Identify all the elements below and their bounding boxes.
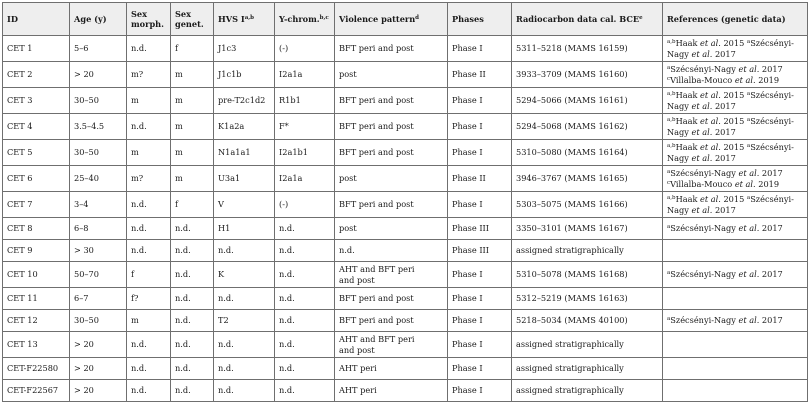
reference-text: et al. bbox=[734, 74, 756, 85]
cell-age: 6–7 bbox=[70, 288, 127, 310]
reference-footnote: a bbox=[667, 65, 671, 71]
cell-sex-morph: n.d. bbox=[127, 36, 171, 62]
reference-text: 2017 bbox=[759, 223, 783, 234]
cell-id: CET 9 bbox=[3, 240, 70, 262]
hvs-footnote: a,b bbox=[244, 14, 255, 21]
violence-line: BFT peri and post bbox=[339, 43, 414, 54]
cell-sex-morph: m? bbox=[127, 62, 171, 88]
reference-text: et al. bbox=[691, 126, 713, 137]
cell-violence bbox=[335, 166, 448, 192]
cell-hvs: H1 bbox=[214, 218, 275, 240]
reference-text: Szécsényi-Nagy bbox=[670, 269, 739, 280]
cell-sex-morph: f bbox=[127, 262, 171, 288]
cell-radiocarbon: 3946–3767 (MAMS 16165) bbox=[512, 166, 663, 192]
table-container bbox=[2, 2, 807, 402]
cell-violence bbox=[335, 62, 448, 88]
cell-hvs: J1c1b bbox=[214, 62, 275, 88]
cell-hvs: n.d. bbox=[214, 358, 275, 380]
cell-radiocarbon: assigned stratigraphically bbox=[512, 380, 663, 402]
cell-age: > 20 bbox=[70, 380, 127, 402]
cell-ychrom: (-) bbox=[275, 192, 335, 218]
cell-phase: Phase I bbox=[448, 288, 512, 310]
cell-radiocarbon: 5294–5066 (MAMS 16161) bbox=[512, 88, 663, 114]
reference-text: Szécsényi-Nagy bbox=[667, 90, 794, 111]
cell-age: 3–4 bbox=[70, 192, 127, 218]
reference-text: Szécsényi-Nagy bbox=[670, 168, 739, 178]
cell-ychrom: n.d. bbox=[275, 288, 335, 310]
cell-sex-genet: n.d. bbox=[171, 240, 214, 262]
cell-ychrom: n.d. bbox=[275, 262, 335, 288]
reference-text: et al. bbox=[738, 315, 760, 326]
col-header-radiocarbon bbox=[512, 3, 663, 36]
cell-ychrom: n.d. bbox=[275, 310, 335, 332]
cell-phase: Phase III bbox=[448, 240, 512, 262]
violence-line: post bbox=[339, 173, 357, 184]
cell-references bbox=[663, 36, 808, 62]
col-header-hvs bbox=[214, 3, 275, 36]
cell-phase: Phase I bbox=[448, 332, 512, 358]
table-row bbox=[3, 140, 808, 166]
cell-violence bbox=[335, 88, 448, 114]
cell-radiocarbon: 5311–5218 (MAMS 16159) bbox=[512, 36, 663, 62]
reference-text: et al. bbox=[700, 90, 721, 100]
cell-radiocarbon: assigned stratigraphically bbox=[512, 358, 663, 380]
reference-text: 2015 bbox=[720, 38, 747, 48]
cell-sex-morph: m bbox=[127, 140, 171, 166]
table-row bbox=[3, 192, 808, 218]
cell-sex-morph: n.d. bbox=[127, 114, 171, 140]
reference-text: 2017 bbox=[712, 48, 736, 59]
reference-footnote: a bbox=[667, 270, 671, 277]
ychrom-label: Y-chrom. bbox=[279, 13, 320, 24]
cell-sex-morph: m bbox=[127, 88, 171, 114]
cell-sex-genet: f bbox=[171, 36, 214, 62]
cell-hvs: n.d. bbox=[214, 240, 275, 262]
reference-text: et al. bbox=[700, 194, 721, 204]
reference-text: et al. bbox=[700, 38, 721, 48]
cell-id: CET-F22567 bbox=[3, 380, 70, 402]
cell-sex-morph: n.d. bbox=[127, 240, 171, 262]
violence-line: BFT peri and post bbox=[339, 293, 414, 304]
cell-sex-genet: n.d. bbox=[171, 332, 214, 358]
cell-sex-genet: m bbox=[171, 114, 214, 140]
reference-footnote: a bbox=[746, 195, 751, 201]
table-row bbox=[3, 380, 808, 402]
reference-footnote: a,b bbox=[667, 195, 676, 201]
table-row bbox=[3, 240, 808, 262]
cell-hvs: J1c3 bbox=[214, 36, 275, 62]
cell-sex-genet: f bbox=[171, 192, 214, 218]
cell-id: CET 10 bbox=[3, 262, 70, 288]
cell-references bbox=[663, 114, 808, 140]
radio-footnote: e bbox=[639, 14, 643, 21]
cell-id: CET 8 bbox=[3, 218, 70, 240]
cell-radiocarbon: 5310–5080 (MAMS 16164) bbox=[512, 140, 663, 166]
cell-phase: Phase I bbox=[448, 140, 512, 166]
reference-footnote: a bbox=[746, 117, 751, 123]
reference-text: et al. bbox=[700, 116, 721, 126]
cell-hvs: n.d. bbox=[214, 288, 275, 310]
cell-age: > 20 bbox=[70, 358, 127, 380]
cell-hvs: V bbox=[214, 192, 275, 218]
cell-sex-morph: m bbox=[127, 310, 171, 332]
reference-text: et al. bbox=[691, 48, 713, 59]
reference-text: Szécsényi-Nagy bbox=[667, 38, 794, 59]
cell-radiocarbon: 5312–5219 (MAMS 16163) bbox=[512, 288, 663, 310]
reference-text: Haak bbox=[675, 90, 701, 100]
reference-line bbox=[667, 315, 804, 326]
reference-text: 2015 bbox=[720, 142, 747, 152]
violence-line: BFT peri and post bbox=[339, 121, 414, 132]
reference-footnote: a,b bbox=[667, 91, 676, 97]
cell-hvs: K bbox=[214, 262, 275, 288]
cell-phase: Phase I bbox=[448, 358, 512, 380]
cell-radiocarbon: 3933–3709 (MAMS 16160) bbox=[512, 62, 663, 88]
reference-text: Haak bbox=[675, 194, 701, 204]
reference-text: et al. bbox=[738, 269, 760, 280]
cell-id: CET 5 bbox=[3, 140, 70, 166]
cell-ychrom: n.d. bbox=[275, 380, 335, 402]
cell-ychrom: I2a1b1 bbox=[275, 140, 335, 166]
cell-violence bbox=[335, 380, 448, 402]
cell-ychrom: R1b1 bbox=[275, 88, 335, 114]
col-header-ychrom bbox=[275, 3, 335, 36]
cell-radiocarbon: 3350–3101 (MAMS 16167) bbox=[512, 218, 663, 240]
reference-text: 2017 bbox=[712, 204, 736, 215]
reference-footnote: a bbox=[746, 91, 751, 97]
reference-line bbox=[667, 116, 804, 137]
cell-radiocarbon: 5218–5034 (MAMS 40100) bbox=[512, 310, 663, 332]
violence-line: post bbox=[339, 223, 357, 234]
cell-references bbox=[663, 218, 808, 240]
header-row bbox=[3, 3, 808, 36]
table-row bbox=[3, 114, 808, 140]
col-header-age: Age (y) bbox=[70, 3, 127, 36]
reference-text: 2017 bbox=[759, 64, 783, 74]
cell-hvs: T2 bbox=[214, 310, 275, 332]
cell-sex-genet: m bbox=[171, 166, 214, 192]
cell-sex-genet: m bbox=[171, 140, 214, 166]
cell-sex-genet: m bbox=[171, 88, 214, 114]
reference-footnote: a bbox=[746, 39, 751, 45]
reference-line bbox=[667, 179, 804, 190]
cell-references bbox=[663, 62, 808, 88]
cell-references bbox=[663, 262, 808, 288]
cell-sex-genet: n.d. bbox=[171, 218, 214, 240]
cell-references bbox=[663, 140, 808, 166]
reference-footnote: a,b bbox=[667, 39, 676, 45]
table-row bbox=[3, 36, 808, 62]
reference-footnote: a,b bbox=[667, 143, 676, 149]
reference-line bbox=[667, 194, 804, 215]
cell-age: > 20 bbox=[70, 332, 127, 358]
table-row bbox=[3, 166, 808, 192]
cell-references bbox=[663, 358, 808, 380]
reference-text: Haak bbox=[675, 116, 701, 126]
cell-id: CET 13 bbox=[3, 332, 70, 358]
hvs-label: HVS I bbox=[218, 13, 245, 24]
reference-text: 2015 bbox=[720, 116, 747, 126]
cell-id: CET 1 bbox=[3, 36, 70, 62]
reference-footnote: a bbox=[667, 224, 671, 231]
reference-text: 2017 bbox=[712, 100, 736, 111]
cell-phase: Phase I bbox=[448, 262, 512, 288]
reference-text: et al. bbox=[738, 64, 760, 74]
cell-sex-morph: f? bbox=[127, 288, 171, 310]
reference-footnote: a bbox=[667, 316, 671, 323]
cell-sex-morph: n.d. bbox=[127, 358, 171, 380]
col-header-id: ID bbox=[3, 3, 70, 36]
cell-age: 30–50 bbox=[70, 140, 127, 166]
cell-violence bbox=[335, 140, 448, 166]
cell-hvs: n.d. bbox=[214, 380, 275, 402]
cell-ychrom: I2a1a bbox=[275, 62, 335, 88]
reference-text: 2015 bbox=[720, 90, 747, 100]
table-row bbox=[3, 288, 808, 310]
cell-violence bbox=[335, 288, 448, 310]
cell-sex-genet: n.d. bbox=[171, 310, 214, 332]
table-row bbox=[3, 358, 808, 380]
reference-line bbox=[667, 142, 804, 163]
table-row bbox=[3, 310, 808, 332]
cell-references bbox=[663, 332, 808, 358]
cell-hvs: pre-T2c1d2 bbox=[214, 88, 275, 114]
cell-references bbox=[663, 310, 808, 332]
reference-text: et al. bbox=[738, 223, 760, 234]
cell-ychrom: I2a1a bbox=[275, 166, 335, 192]
cell-ychrom: n.d. bbox=[275, 358, 335, 380]
reference-text: 2017 bbox=[759, 269, 783, 280]
reference-text: 2019 bbox=[755, 178, 780, 189]
cell-violence bbox=[335, 192, 448, 218]
data-table bbox=[2, 2, 808, 402]
cell-sex-morph: n.d. bbox=[127, 192, 171, 218]
col-header-phases: Phases bbox=[448, 3, 512, 36]
cell-id: CET 3 bbox=[3, 88, 70, 114]
cell-id: CET 6 bbox=[3, 166, 70, 192]
cell-violence bbox=[335, 218, 448, 240]
reference-text: Haak bbox=[675, 142, 701, 152]
cell-age: 25–40 bbox=[70, 166, 127, 192]
cell-ychrom: F* bbox=[275, 114, 335, 140]
violence-line: AHT peri bbox=[339, 385, 377, 396]
reference-text: et al. bbox=[691, 100, 713, 111]
cell-violence bbox=[335, 240, 448, 262]
table-row bbox=[3, 218, 808, 240]
reference-footnote: c bbox=[667, 179, 671, 186]
violence-line: BFT peri and post bbox=[339, 199, 414, 210]
reference-line bbox=[667, 223, 804, 234]
reference-text: et al. bbox=[738, 168, 760, 178]
cell-id: CET 12 bbox=[3, 310, 70, 332]
reference-line bbox=[667, 168, 804, 179]
reference-text: Szécsényi-Nagy bbox=[670, 223, 739, 234]
cell-age: 3.5–4.5 bbox=[70, 114, 127, 140]
reference-text: Villalba-Mouco bbox=[670, 178, 735, 189]
table-row bbox=[3, 332, 808, 358]
cell-phase: Phase I bbox=[448, 36, 512, 62]
cell-hvs: N1a1a1 bbox=[214, 140, 275, 166]
cell-phase: Phase I bbox=[448, 192, 512, 218]
cell-phase: Phase III bbox=[448, 218, 512, 240]
col-header-sex-morph: Sex morph. bbox=[127, 3, 171, 36]
violence-line: BFT peri and post bbox=[339, 147, 414, 158]
cell-radiocarbon: 5294–5068 (MAMS 16162) bbox=[512, 114, 663, 140]
cell-id: CET-F22580 bbox=[3, 358, 70, 380]
violence-line: AHT peri bbox=[339, 363, 377, 374]
cell-hvs: U3a1 bbox=[214, 166, 275, 192]
reference-text: Szécsényi-Nagy bbox=[670, 315, 739, 326]
cell-radiocarbon: 5303–5075 (MAMS 16166) bbox=[512, 192, 663, 218]
reference-text: et al. bbox=[691, 204, 713, 215]
cell-sex-genet: n.d. bbox=[171, 380, 214, 402]
cell-ychrom: n.d. bbox=[275, 332, 335, 358]
cell-sex-genet: n.d. bbox=[171, 358, 214, 380]
cell-radiocarbon: assigned stratigraphically bbox=[512, 332, 663, 358]
reference-line bbox=[667, 75, 804, 86]
violence-line: and post bbox=[339, 344, 375, 355]
cell-violence bbox=[335, 262, 448, 288]
reference-text: Villalba-Mouco bbox=[670, 74, 735, 85]
cell-sex-morph: n.d. bbox=[127, 332, 171, 358]
cell-age: 30–50 bbox=[70, 310, 127, 332]
violence-label: Violence pattern bbox=[339, 13, 416, 24]
cell-violence bbox=[335, 310, 448, 332]
cell-phase: Phase I bbox=[448, 114, 512, 140]
violence-line: BFT peri and post bbox=[339, 315, 414, 326]
cell-references bbox=[663, 166, 808, 192]
reference-text: Szécsényi-Nagy bbox=[667, 142, 794, 163]
cell-references bbox=[663, 288, 808, 310]
reference-text: et al. bbox=[734, 178, 756, 189]
reference-text: 2019 bbox=[755, 74, 780, 85]
cell-violence bbox=[335, 332, 448, 358]
cell-sex-morph: m? bbox=[127, 166, 171, 192]
cell-age: 6–8 bbox=[70, 218, 127, 240]
reference-text: et al. bbox=[691, 152, 713, 163]
reference-text: Haak bbox=[675, 38, 701, 48]
violence-line: AHT and BFT peri bbox=[339, 264, 415, 274]
reference-line bbox=[667, 64, 804, 75]
cell-sex-genet: n.d. bbox=[171, 288, 214, 310]
col-header-references: References (genetic data) bbox=[663, 3, 808, 36]
violence-line: and post bbox=[339, 274, 375, 285]
reference-text: 2015 bbox=[720, 194, 747, 204]
cell-ychrom: n.d. bbox=[275, 240, 335, 262]
cell-sex-morph: n.d. bbox=[127, 380, 171, 402]
reference-line bbox=[667, 90, 804, 111]
cell-sex-genet: m bbox=[171, 62, 214, 88]
reference-text: 2017 bbox=[759, 315, 783, 326]
reference-text: Szécsényi-Nagy bbox=[667, 116, 794, 137]
cell-sex-morph: n.d. bbox=[127, 218, 171, 240]
col-header-violence bbox=[335, 3, 448, 36]
radio-label: Radiocarbon data cal. BCE bbox=[516, 13, 640, 24]
cell-sex-genet: n.d. bbox=[171, 262, 214, 288]
reference-footnote: a bbox=[746, 143, 751, 149]
cell-violence bbox=[335, 358, 448, 380]
cell-phase: Phase II bbox=[448, 62, 512, 88]
cell-hvs: K1a2a bbox=[214, 114, 275, 140]
cell-references bbox=[663, 240, 808, 262]
table-body bbox=[3, 36, 808, 402]
cell-age: 30–50 bbox=[70, 88, 127, 114]
cell-id: CET 7 bbox=[3, 192, 70, 218]
cell-ychrom: (-) bbox=[275, 36, 335, 62]
cell-radiocarbon: 5310–5078 (MAMS 16168) bbox=[512, 262, 663, 288]
cell-radiocarbon: assigned stratigraphically bbox=[512, 240, 663, 262]
cell-hvs: n.d. bbox=[214, 332, 275, 358]
cell-age: 5–6 bbox=[70, 36, 127, 62]
cell-references bbox=[663, 88, 808, 114]
cell-violence bbox=[335, 114, 448, 140]
cell-phase: Phase I bbox=[448, 380, 512, 402]
cell-phase: Phase I bbox=[448, 88, 512, 114]
reference-text: Szécsényi-Nagy bbox=[667, 194, 794, 215]
violence-line: n.d. bbox=[339, 245, 355, 256]
table-row bbox=[3, 88, 808, 114]
cell-references bbox=[663, 380, 808, 402]
cell-references bbox=[663, 192, 808, 218]
cell-age: > 20 bbox=[70, 62, 127, 88]
cell-violence bbox=[335, 36, 448, 62]
table-row bbox=[3, 62, 808, 88]
cell-ychrom: n.d. bbox=[275, 218, 335, 240]
cell-age: 50–70 bbox=[70, 262, 127, 288]
cell-phase: Phase I bbox=[448, 310, 512, 332]
reference-text: 2017 bbox=[712, 152, 736, 163]
reference-footnote: a bbox=[667, 169, 671, 175]
ychrom-footnote: b,c bbox=[319, 14, 329, 21]
cell-id: CET 2 bbox=[3, 62, 70, 88]
reference-text: 2017 bbox=[759, 168, 783, 178]
cell-id: CET 11 bbox=[3, 288, 70, 310]
violence-line: AHT and BFT peri bbox=[339, 334, 415, 344]
cell-id: CET 4 bbox=[3, 114, 70, 140]
violence-footnote: d bbox=[415, 14, 420, 21]
col-header-sex-genet: Sex genet. bbox=[171, 3, 214, 36]
reference-line bbox=[667, 38, 804, 59]
reference-line bbox=[667, 269, 804, 280]
reference-text: 2017 bbox=[712, 126, 736, 137]
reference-footnote: c bbox=[667, 75, 671, 82]
reference-footnote: a,b bbox=[667, 117, 676, 123]
cell-phase: Phase II bbox=[448, 166, 512, 192]
violence-line: BFT peri and post bbox=[339, 95, 414, 106]
reference-text: et al. bbox=[700, 142, 721, 152]
cell-age: > 30 bbox=[70, 240, 127, 262]
reference-text: Szécsényi-Nagy bbox=[670, 64, 739, 74]
violence-line: post bbox=[339, 69, 357, 80]
table-row bbox=[3, 262, 808, 288]
